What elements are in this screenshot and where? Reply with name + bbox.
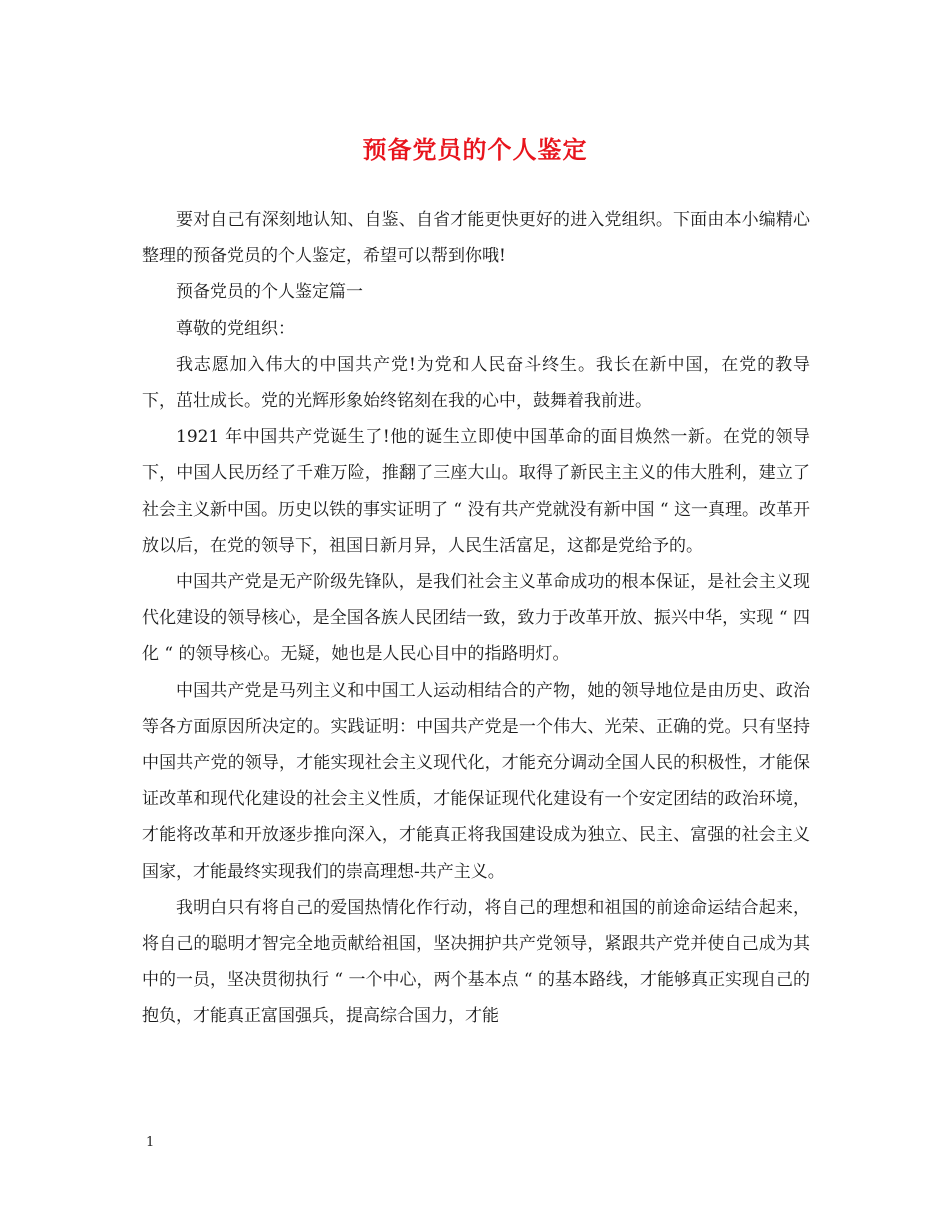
- paragraph: 中国共产党是马列主义和中国工人运动相结合的产物，她的领导地位是由历史、政治等各方面原因所决定的。实践证明：中国共产党是一个伟大、光荣、正确的党。只有坚持中国共产党的领导，才能实现社会主义现代化，才能充分调动全国人民的积极性，才能保证改革和现代化建设的社会主义性质，才能保证现代化建设有一个安定团结的政治环境，才能将改革和开放逐步推向深入，才能真正将我国建设成为独立、民主、富强的社会主义国家，才能最终实现我们的崇高理想-共产主义。: [142, 680, 810, 882]
- paragraph: 我志愿加入伟大的中国共产党!为党和人民奋斗终生。我长在新中国，在党的教导下，茁壮成长。党的光辉形象始终铭刻在我的心中，鼓舞着我前进。: [142, 354, 810, 412]
- document-title: 预备党员的个人鉴定: [362, 135, 588, 164]
- page-number: 1: [146, 1135, 155, 1150]
- paragraph: 我明白只有将自己的爱国热情化作行动，将自己的理想和祖国的前途命运结合起来，将自己的聪明才智完全地贡献给祖国，坚决拥护共产党领导，紧跟共产党并使自己成为其中的一员，坚决贯彻执行 “ 一个中心，两个基本点 “ 的基本路线，才能够真正实现自己的抱负，才能真正富国强兵，提高综合国力，才能: [142, 897, 810, 1027]
- salutation: 尊敬的党组织：: [176, 318, 295, 339]
- document-body: [142, 202, 810, 1035]
- paragraph: 1921 年中国共产党诞生了!他的诞生立即使中国革命的面目焕然一新。在党的领导下，中国人民历经了千难万险，推翻了三座大山。取得了新民主主义的伟大胜利，建立了社会主义新中国。历史以铁的事实证明了 “ 没有共产党就没有新中国 “ 这一真理。改革开放以后，在党的领导下，祖国日新月异，人民生活富足，这都是党给予的。: [142, 427, 810, 556]
- section-heading: 预备党员的个人鉴定篇一: [176, 282, 363, 303]
- paragraph: 中国共产党是无产阶级先锋队，是我们社会主义革命成功的根本保证，是社会主义现代化建设的领导核心，是全国各族人民团结一致，致力于改革开放、振兴中华，实现 “ 四化 “ 的领导核心。无疑，她也是人民心目中的指路明灯。: [142, 572, 810, 665]
- paragraph-intro: 要对自己有深刻地认知、自鉴、自省才能更快更好的进入党组织。下面由本小编精心整理的预备党员的个人鉴定，希望可以帮到你哦!: [142, 210, 810, 267]
